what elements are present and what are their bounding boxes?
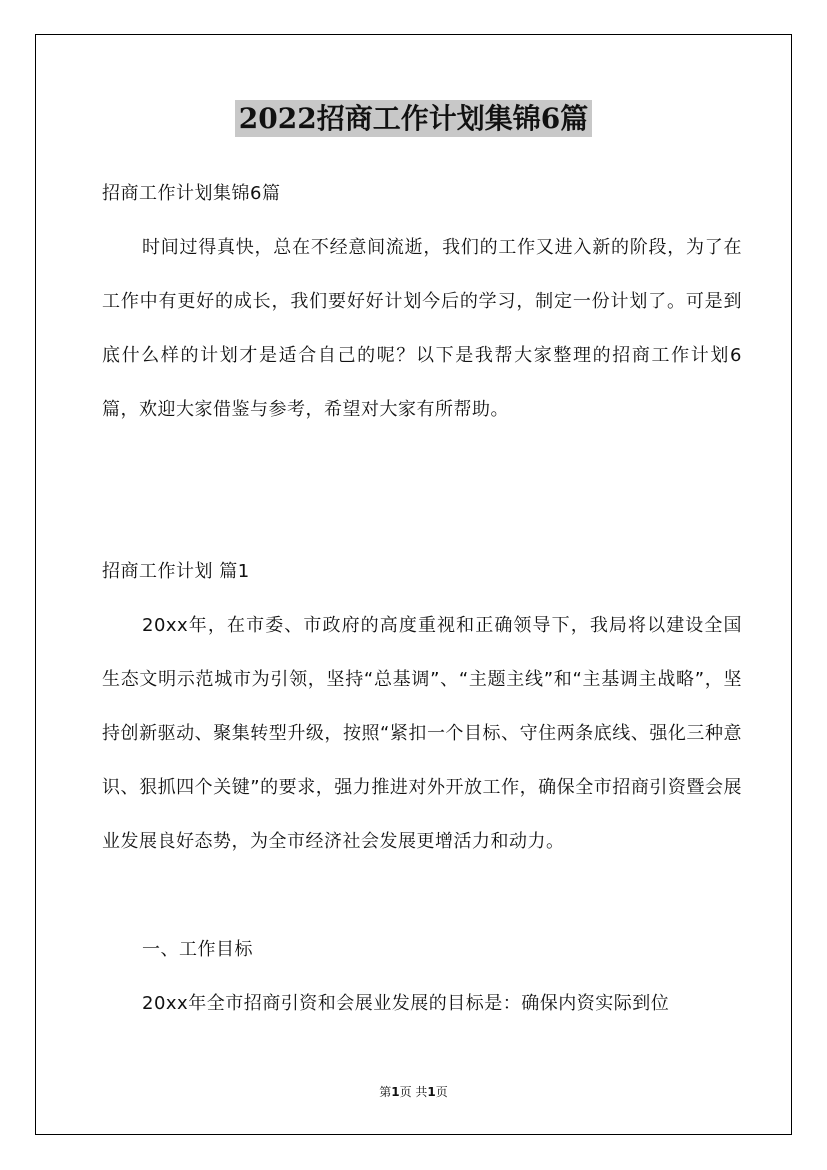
section-heading: 招商工作计划 篇1 bbox=[102, 561, 250, 582]
document-title bbox=[0, 97, 827, 137]
footer-page-number: 1 bbox=[391, 1085, 400, 1099]
footer-prefix: 第 bbox=[379, 1085, 392, 1099]
section-paragraph: 20xx年，在市委、市政府的高度重视和正确领导下，我局将以建设全国生态文明示范城市为引领，坚持“总基调”、“主题主线”和“主基调主战略”，坚持创新驱动、聚集转型升级，按照“紧扣一个目标、守住两条底线、强化三种意识、狠抓四个关键”的要求，强力推进对外开放工作，确保全市招商引资暨会展业发展良好态势，为全市经济社会发展更增活力和动力。 bbox=[102, 615, 742, 852]
intro-paragraph: 时间过得真快，总在不经意间流逝，我们的工作又进入新的阶段，为了在工作中有更好的成长，我们要好好计划今后的学习，制定一份计划了。可是到底什么样的计划才是适合自己的呢？以下是我帮大家整理的招商工作计划6篇，欢迎大家借鉴与参考，希望对大家有所帮助。 bbox=[102, 237, 742, 420]
footer-mid: 页 共 bbox=[399, 1085, 428, 1099]
subsection-heading: 一、工作目标 bbox=[142, 939, 253, 960]
footer-total-pages: 1 bbox=[427, 1085, 436, 1099]
section-paragraph-2: 20xx年全市招商引资和会展业发展的目标是：确保内资实际到位 bbox=[142, 993, 670, 1014]
document-subtitle: 招商工作计划集锦6篇 bbox=[102, 183, 281, 204]
page-footer bbox=[0, 1083, 827, 1100]
footer-suffix: 页 bbox=[435, 1085, 448, 1099]
document-title-text: 2022招商工作计划集锦6篇 bbox=[235, 100, 592, 137]
